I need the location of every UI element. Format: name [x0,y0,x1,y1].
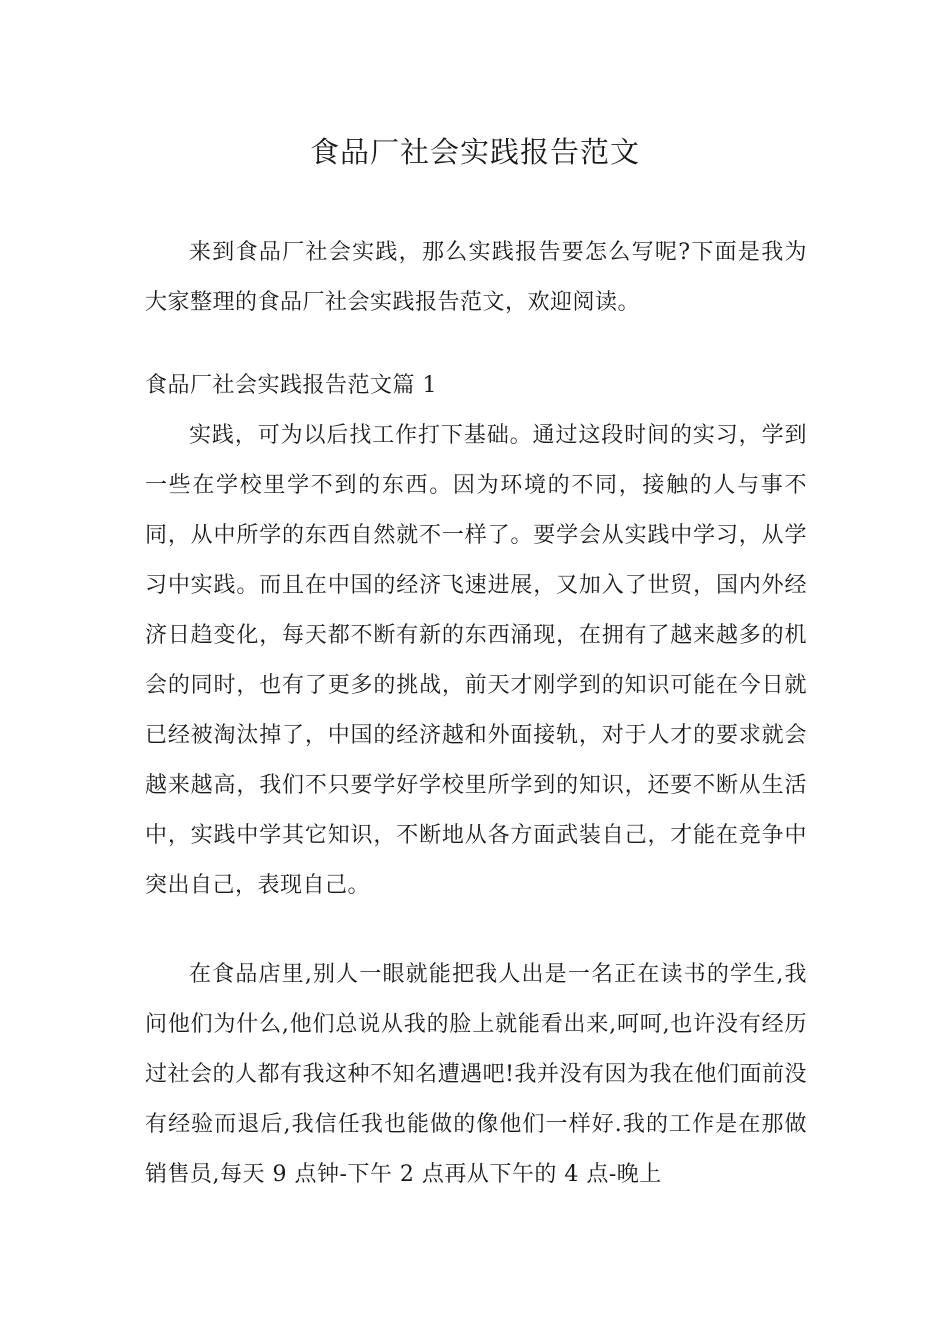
section-heading: 食品厂社会实践报告范文篇 1 [145,373,437,398]
intro-paragraph: 来到食品厂社会实践，那么实践报告要怎么写呢?下面是我为大家整理的食品厂社会实践报告范文，欢迎阅读。 [145,240,807,315]
body-paragraph-2: 在食品店里,别人一眼就能把我人出是一名正在读书的学生,我问他们为什么,他们总说从我的脸上就能看出来,呵呵,也许没有经历过社会的人都有我这种不知名遭遇吧!我并没有因为我在他们面前没有经验而退后,我信任我也能做的像他们一样好.我的工作是在那做销售员,每天 9 点钟-下午 2 点再从下午的 4 点-晚上 [145,962,807,1187]
body-paragraph-1: 实践，可为以后找工作打下基础。通过这段时间的实习，学到一些在学校里学不到的东西。因为环境的不同，接触的人与事不同，从中所学的东西自然就不一样了。要学会从实践中学习，从学习中实践。而且在中国的经济飞速进展，又加入了世贸，国内外经济日趋变化，每天都不断有新的东西涌现，在拥有了越来越多的机会的同时，也有了更多的挑战，前天才刚学到的知识可能在今日就已经被淘汰掉了，中国的经济越和外面接轨，对于人才的要求就会越来越高，我们不只要学好学校里所学到的知识，还要不断从生活中，实践中学其它知识，不断地从各方面武装自己，才能在竞争中突出自己，表现自己。 [145,423,807,898]
spacer [145,911,807,950]
spacer [145,328,807,361]
document-body [145,228,807,1200]
document-title: 食品厂社会实践报告范文 [309,135,640,169]
